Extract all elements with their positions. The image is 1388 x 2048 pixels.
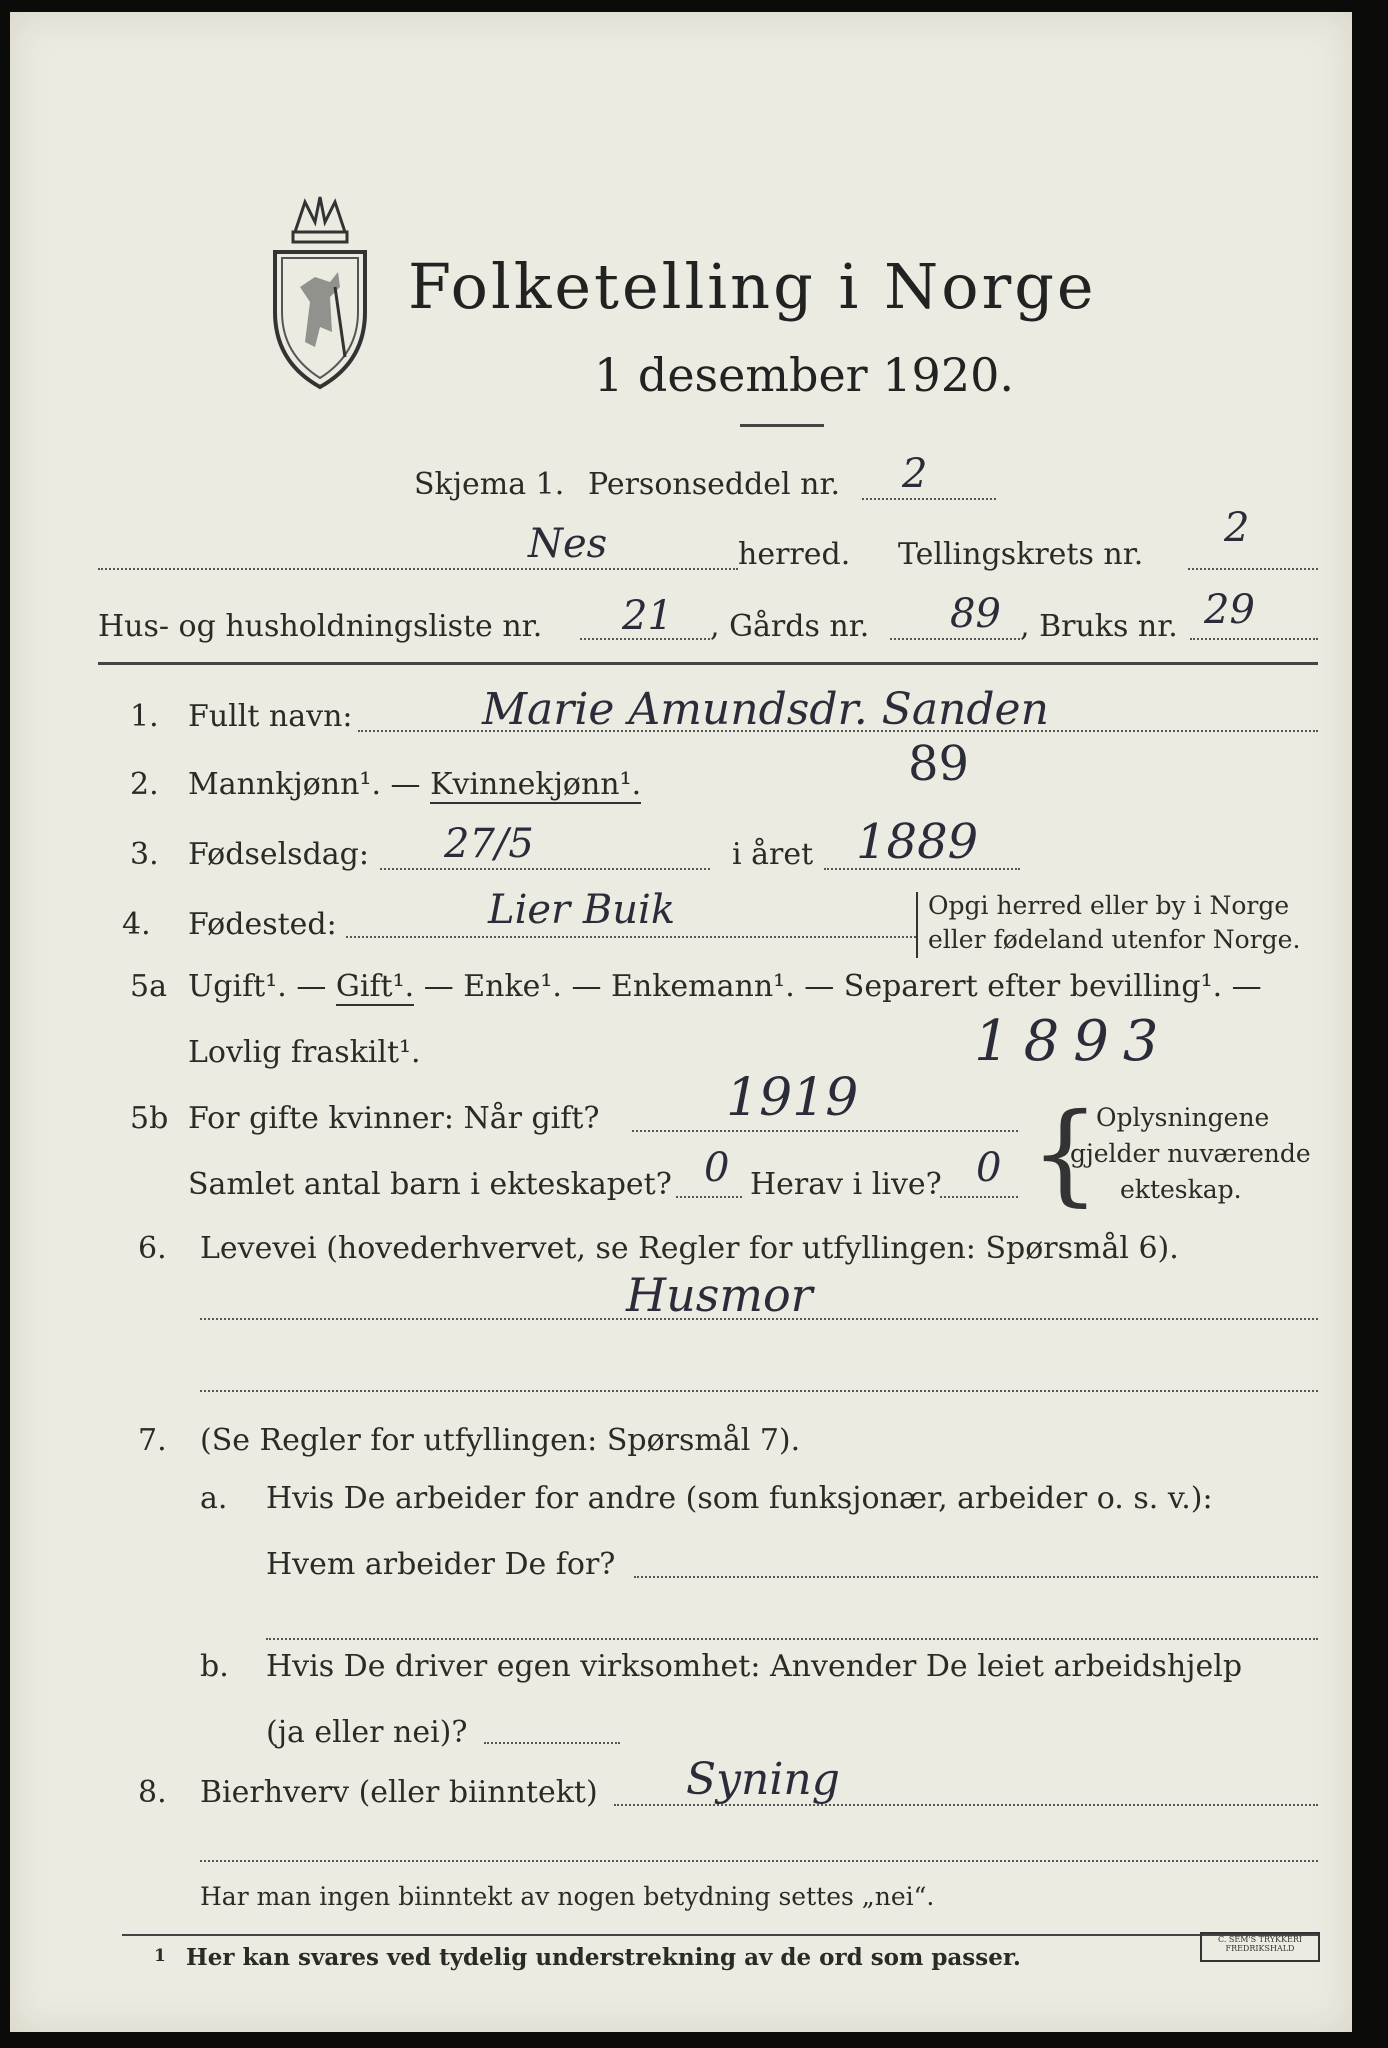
bierhverv-label: Bierhverv (eller biinntekt): [200, 1775, 598, 1810]
q7-label: (Se Regler for utfyllingen: Spørsmål 7).: [200, 1423, 801, 1458]
levevei-label: Levevei (hovederhvervet, se Regler for utfyllingen: Spørsmål 6).: [200, 1231, 1179, 1266]
title-divider: [740, 424, 824, 427]
nar-gift-value: 1919: [726, 1068, 859, 1128]
form-date: 1 desember 1920.: [594, 348, 1014, 402]
fullt-navn-label: Fullt navn:: [188, 699, 353, 734]
skjema-label: Skjema 1.: [414, 467, 565, 502]
footnote-text: Her kan svares ved tydelig understrekning av de ord som passer.: [186, 1944, 1021, 1971]
tellingskrets-value: 2: [1224, 505, 1250, 551]
fodselsdag-label: Fødselsdag:: [188, 837, 369, 872]
q7a-label-1: Hvis De arbeider for andre (som funksjonær, arbeider o. s. v.):: [266, 1481, 1213, 1516]
lovlig-fraskilt-label: Lovlig fraskilt¹.: [188, 1035, 421, 1070]
printer-mark: C. SEM'S TRYKKERI FREDRIKSHALD: [1200, 1932, 1320, 1962]
fodselsdag-value: 27/5: [444, 821, 534, 867]
gards-label: , Gårds nr.: [710, 609, 870, 644]
herav-i-live-value: 0: [976, 1145, 1002, 1191]
header-rule: [98, 662, 1318, 665]
husliste-label: Hus- og husholdningsliste nr.: [98, 609, 543, 644]
herav-i-live-label: Herav i live?: [750, 1167, 942, 1202]
kvinnekjonn-underlined: Kvinnekjønn¹.: [430, 767, 642, 802]
q7b-label-2: (ja eller nei)?: [266, 1715, 468, 1750]
fodested-note-2: eller fødeland utenfor Norge.: [928, 925, 1301, 954]
kjonn-label: Mannkjønn¹. — Kvinnekjønn¹.: [188, 767, 642, 802]
q7b-answer-line: [484, 1742, 620, 1744]
bruks-label: , Bruks nr.: [1020, 609, 1178, 644]
margin-note-89: 89: [908, 736, 970, 792]
gift-note-3: ekteskap.: [1120, 1175, 1242, 1204]
antal-barn-label: Samlet antal barn i ekteskapet?: [188, 1167, 672, 1202]
bierhverv-value: Syning: [686, 1754, 840, 1805]
nei-note: Har man ingen biinntekt av nogen betydning settes „nei“.: [200, 1882, 935, 1911]
gift-note-1: Oplysningene: [1096, 1103, 1270, 1132]
q7a-answer-line: [634, 1576, 1318, 1578]
q7a-label-2: Hvem arbeider De for?: [266, 1547, 616, 1582]
antal-barn-value: 0: [704, 1145, 730, 1191]
norwegian-coat-of-arms-icon: [260, 192, 380, 392]
nar-gift-label: For gifte kvinner: Når gift?: [188, 1101, 600, 1136]
form-title: Folketelling i Norge: [408, 250, 1097, 323]
personseddel-value: 2: [902, 451, 928, 497]
levevei-value: Husmor: [626, 1268, 813, 1322]
year-label: i året: [732, 837, 814, 872]
gift-underlined: Gift¹.: [335, 969, 415, 1004]
tellingskrets-label: Tellingskrets nr.: [898, 537, 1144, 572]
footnote-rule: [122, 1934, 1318, 1936]
fodested-value: Lier Buik: [488, 887, 676, 933]
fullt-navn-value: Marie Amundsdr. Sanden: [482, 684, 1049, 735]
fodested-note-1: Opgi herred eller by i Norge: [928, 891, 1290, 920]
footnote-mark: 1: [154, 1946, 166, 1966]
margin-note-1893: 1893: [974, 1009, 1173, 1074]
personseddel-label: Personseddel nr.: [588, 467, 841, 502]
gards-value: 89: [950, 591, 1001, 637]
sivilstand-label: Ugift¹. — Gift¹. — Enke¹. — Enkemann¹. — Separert efter bevilling¹. —: [188, 969, 1262, 1004]
census-form-page: Folketelling i Norge 1 desember 1920. Skjema 1. Personseddel nr. 2 Nes herred. Tellingskrets nr. 2 Hus- og husholdningsliste nr. 21 , Gårds nr. 89 , Bruks nr. 29 1. Fullt navn: Marie Amundsdr. Sanden 2. Mannkjønn¹. — Kvinnekjønn¹. 89 3. Fødselsdag: 27/5 i året 1889 4. Fødested: Lier Buik Opgi herred eller by i Norge eller fødeland utenfor Norge. 5a Ugift¹. — Gift¹. — Enke¹. — Enkemann¹. — Separert efter bevilling¹. — Lovlig fraskilt¹. 1893 5b For gifte kvinner: Når gift? 1919 Samlet antal barn i ekteskapet? 0 Herav i live? 0 { Oplysningene gjelder nuværende ekteskap. 6. Levevei (hovederhvervet, se Regler for utfyllingen: Spørsmål 6). Husmor 7. (Se Regler for utfyllingen: Spørsmål 7). a. Hvis De arbeider for andre (som funksjonær, arbeider o. s. v.): Hvem arbeider De for? b. Hvis De driver egen virksomhet: Anvender De leiet arbeidshjelp (ja eller nei)? 8. Bierhverv (eller biinntekt) Syning Har man ingen biinntekt av nogen betydning settes „nei“. 1 Her kan svares ved tydelig understrekning av de ord som passer. C. SEM'S TRYKKERI FREDRIKSHALD: [10, 12, 1352, 2032]
herred-value: Nes: [528, 521, 608, 567]
q7b-label-1: Hvis De driver egen virksomhet: Anvender De leiet arbeidshjelp: [266, 1649, 1243, 1684]
bruks-value: 29: [1204, 587, 1255, 633]
gift-note-2: gjelder nuværende: [1070, 1139, 1311, 1168]
husliste-value: 21: [622, 593, 673, 639]
fodested-label: Fødested:: [188, 907, 337, 942]
birth-year-value: 1889: [856, 814, 979, 870]
herred-label: herred.: [738, 537, 851, 572]
